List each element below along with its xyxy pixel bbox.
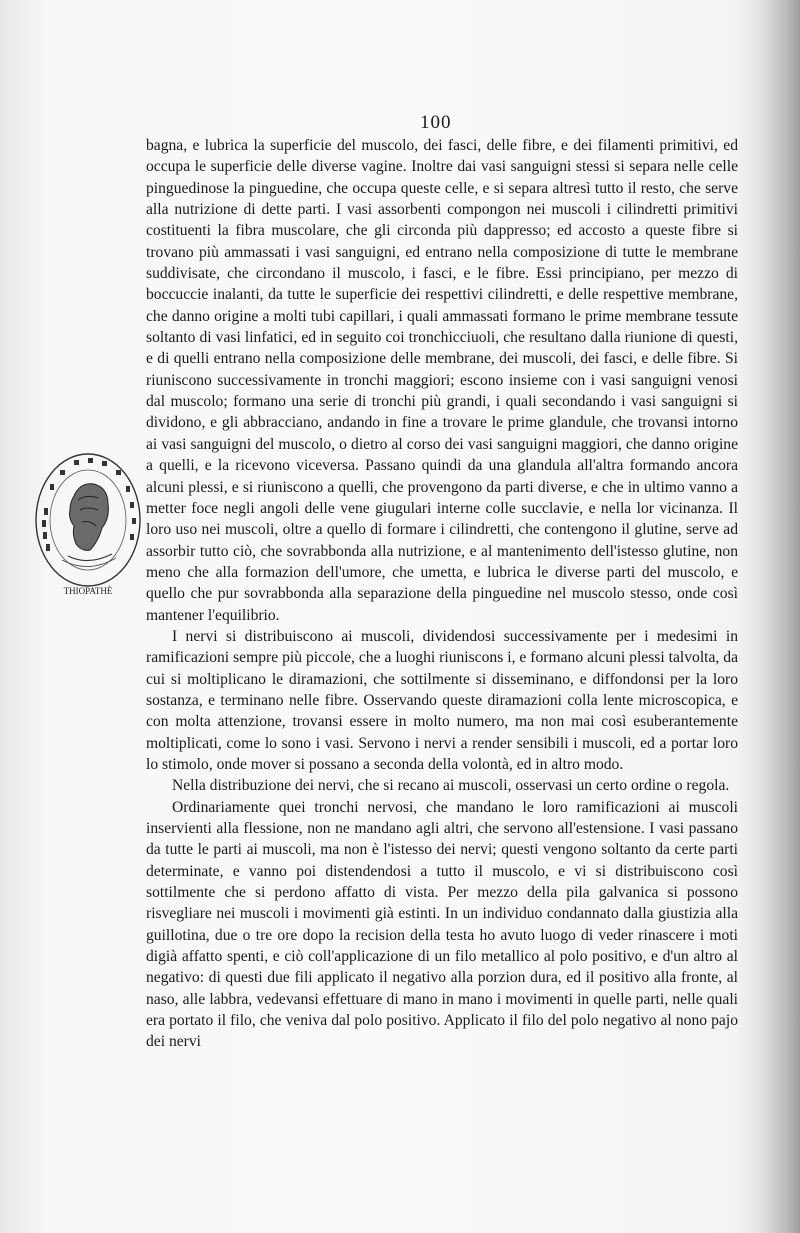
body-text — [146, 135, 738, 1053]
library-stamp-icon — [28, 448, 146, 608]
paragraph: bagna, e lubrica la superficie del muscolo, dei fasci, delle fibre, e dei filamenti primitivi, ed occupa le superficie delle diverse vagine. Inoltre dai vasi sanguigni stessi si separa nelle celle pinguedinose la pinguedine, che occupa queste celle, e si separa altresì tutto il resto, che serve alla nutrizione di dette parti. I vasi assorbenti compongon nei muscoli i cilindretti primitivi costituenti la fibra muscolare, che gli circonda più dappresso; ed accosto a queste fibre si trovano più ammassati i vasi sanguigni, ed entrano nella composizione di tutte le membrane suddivisate, che circondano il muscolo, i fasci, e le fibre. Essi principiano, per mezzo di boccuccie inalanti, da tutte le superficie dei respettivi cilindretti, e delle respettive membrane, che danno origine a molti tubi capillari, i quali ammassati formano le prime membrane tessute soltanto di vasi linfatici, ed in seguito coi tronchicciuoli, che resultano dalla riunione di questi, e di quelli entrano nella composizione delle membrane, dei muscoli, dei fasci, e delle fibre. Si riuniscono successivamente in tronchi maggiori; escono insieme con i vasi sanguigni venosi dal muscolo; formano una serie di tronchi più grandi, i quali secondando i vasi sanguigni si dividono, e gli abbracciano, andando in fine a trovare le prime glandule, che trovansi intorno ai vasi sanguigni del muscolo, o dietro al corso dei vasi sanguigni maggiori, che danno origine a quelli, e la ricevono viceversa. Passano quindi da una glandula all'altra formando ancora alcuni plessi, e si riuniscono a quelli, che provengono da parti diverse, e che in ultimo vanno a metter foce negli angoli delle vene giugulari interne colle succlavie, e nella lor vicinanza. Il loro uso nei muscoli, oltre a quello di formare i cilindretti, che contengono il glutine, serve ad assorbir tutto ciò, che sovrabbonda alla nutrizione, e al mantenimento dell'istesso glutine, non meno che alla formazion dell'umore, che umetta, e lubrica le diverse parti del muscolo, e quello che pur sovrabbonda alla separazione della pinguedine nel muscolo stesso, onde così mantener l'equilibrio. — [146, 137, 738, 624]
page-number: 100 — [420, 112, 452, 133]
paragraph: Ordinariamente quei tronchi nervosi, che mandano le loro ramificazioni ai muscoli inservienti alla flessione, non ne mandano agli altri, che servono all'estensione. I vasi passano da tutte le parti ai muscoli, ma non è l'istesso dei nervi; questi vengono soltanto da certe parti determinate, e vanno poi distendendosi a tutto il muscolo, e vi si distribuiscono così sottilmente che si perdono affatto di vista. Per mezzo della pila galvanica si possono risvegliare nei muscoli i movimenti già estinti. In un individuo condannato dalla giustizia alla guillotina, due o tre ore dopo la recision della testa ho avuto luogo di veder rinascere i moti digià affatto spenti, e ciò coll'applicazione di un filo metallico al polo positivo, e d'un altro al negativo: di questi due fili applicato il negativo alla porzion dura, ed il positivo alla fronte, al naso, alle labbra, vedevansi effettuare di mano in mano i movimenti in quelle parti, nelle quali era portato il filo, che veniva dal polo positivo. Applicato il filo del polo negativo al nono pajo dei nervi — [146, 798, 738, 1051]
paragraph: Nella distribuzione dei nervi, che si recano ai muscoli, osservasi un certo ordine o regola. — [172, 777, 730, 795]
paragraph: I nervi si distribuiscono ai muscoli, dividendosi successivamente per i medesimi in ramificazioni sempre più piccole, che a luoghi riuniscons i, e formano alcuni plessi talvolta, da cui si moltiplicano le diramazioni, che sottilmente si disseminano, e diffondonsi per la loro sostanza, e terminano nelle fibre. Osservando queste diramazioni colla lente microscopica, e con molta attenzione, trovansi essere in molto numero, ma non mai così esuberantemente moltiplicati, come lo sono i vasi. Servono i nervi a render sensibili i muscoli, ed a portar loro lo stimolo, onde mover si possano a seconda della volontà, ed in altro modo. — [146, 627, 738, 773]
page-edge-shadow — [762, 0, 800, 1233]
svg-text:THIOPATHÈ: THIOPATHÈ — [63, 586, 113, 596]
